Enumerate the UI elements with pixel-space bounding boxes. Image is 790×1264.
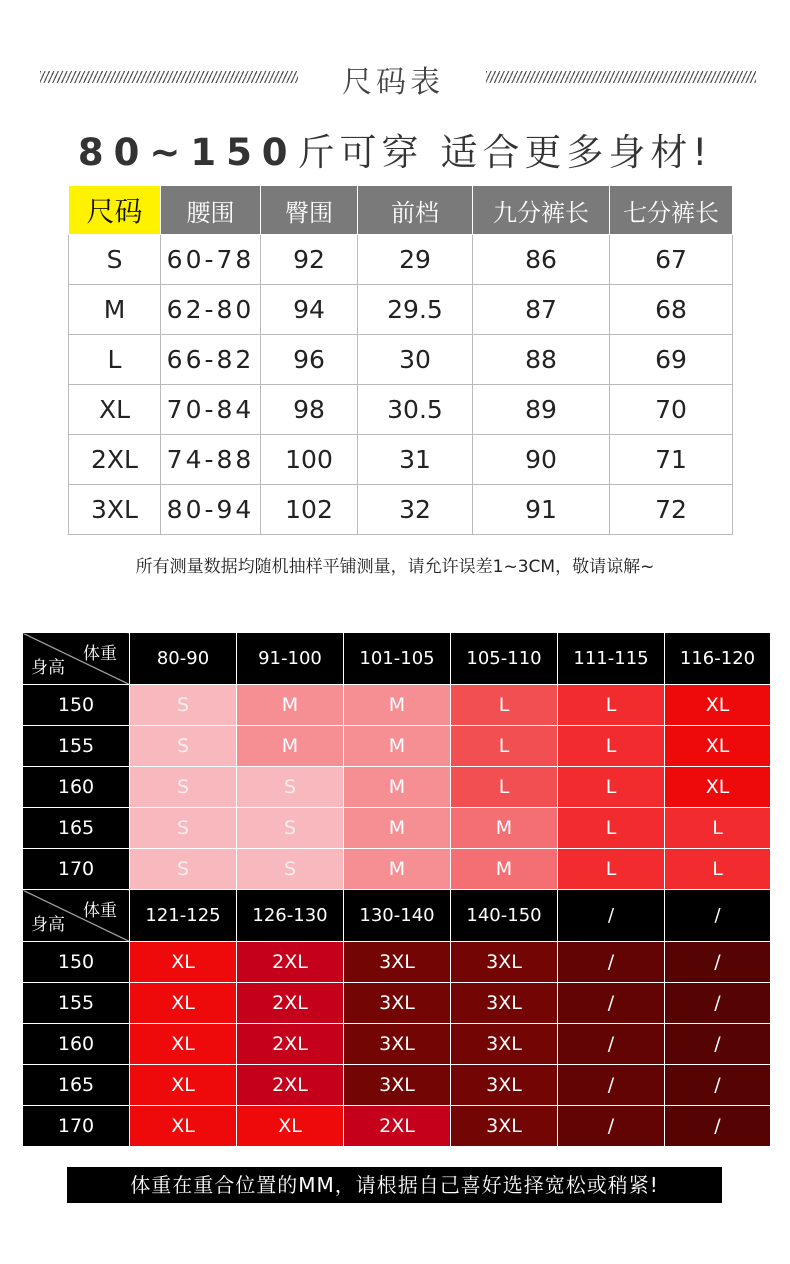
size-cell: XL: [130, 983, 237, 1024]
corner-height-label: 身高: [31, 915, 65, 935]
size-cell: S: [130, 685, 237, 726]
table-cell: 31: [358, 435, 473, 485]
size-cell: XL: [130, 1024, 237, 1065]
table-row: [23, 983, 771, 1024]
table-cell: 92: [261, 235, 358, 285]
table-row: [23, 685, 771, 726]
header-size: 尺码: [69, 186, 161, 235]
size-cell: M: [344, 849, 451, 890]
bottom-banner: 体重在重合位置的MM，请根据自己喜好选择宽松或稍紧!: [67, 1167, 722, 1203]
table-cell: 2XL: [69, 435, 161, 485]
table-cell: 32: [358, 485, 473, 535]
slogan: [0, 122, 790, 176]
corner-weight-label: 体重: [83, 644, 117, 664]
size-cell: L: [558, 726, 665, 767]
size-cell: 2XL: [237, 1024, 344, 1065]
weight-header: /: [558, 890, 665, 942]
table-cell: 72: [610, 485, 733, 535]
size-cell: /: [558, 983, 665, 1024]
height-label: 150: [23, 685, 130, 726]
header-rise: 前档: [358, 186, 473, 235]
table-cell: 86: [473, 235, 610, 285]
corner-cell: [23, 890, 130, 942]
size-cell: 3XL: [451, 1024, 558, 1065]
table-cell: 71: [610, 435, 733, 485]
size-cell: /: [665, 1065, 771, 1106]
table-cell: 74-88: [161, 435, 261, 485]
measurement-note: 所有测量数据均随机抽样平铺测量，请允许误差1~3CM，敬请谅解~: [135, 557, 655, 577]
size-cell: L: [558, 767, 665, 808]
size-cell: S: [130, 767, 237, 808]
size-cell: 3XL: [451, 942, 558, 983]
weight-header: 116-120: [665, 633, 771, 685]
page-title: 尺码表: [342, 65, 444, 100]
size-cell: XL: [665, 767, 771, 808]
weight-header: 80-90: [130, 633, 237, 685]
table-cell: 91: [473, 485, 610, 535]
table-cell: 29: [358, 235, 473, 285]
table-cell: 67: [610, 235, 733, 285]
size-table-header: [69, 186, 733, 235]
size-cell: /: [665, 983, 771, 1024]
table-cell: 94: [261, 285, 358, 335]
weight-header: 111-115: [558, 633, 665, 685]
table-cell: 96: [261, 335, 358, 385]
decorative-hatch-left: [40, 71, 298, 83]
table-row: [69, 385, 733, 435]
table-row: [23, 849, 771, 890]
weight-header: 101-105: [344, 633, 451, 685]
size-cell: S: [130, 849, 237, 890]
table-row: [23, 808, 771, 849]
table-row: [23, 1024, 771, 1065]
size-cell: L: [665, 808, 771, 849]
size-cell: XL: [130, 1106, 237, 1147]
header-waist: 腰围: [161, 186, 261, 235]
size-cell: 3XL: [451, 1106, 558, 1147]
size-cell: 3XL: [451, 983, 558, 1024]
table-cell: 70-84: [161, 385, 261, 435]
decorative-hatch-right: [486, 71, 756, 83]
weight-header: 130-140: [344, 890, 451, 942]
size-cell: S: [237, 767, 344, 808]
table-cell: 98: [261, 385, 358, 435]
size-cell: 3XL: [451, 1065, 558, 1106]
size-cell: L: [558, 808, 665, 849]
table-cell: 3XL: [69, 485, 161, 535]
header-hip: 臀围: [261, 186, 358, 235]
size-table: [68, 185, 733, 535]
size-cell: L: [451, 726, 558, 767]
table-cell: 66-82: [161, 335, 261, 385]
table-cell: 60-78: [161, 235, 261, 285]
size-cell: XL: [665, 726, 771, 767]
table-cell: XL: [69, 385, 161, 435]
corner-cell: [23, 633, 130, 685]
size-cell: M: [344, 767, 451, 808]
size-cell: 2XL: [237, 942, 344, 983]
size-cell: /: [665, 1106, 771, 1147]
table-cell: 29.5: [358, 285, 473, 335]
height-label: 165: [23, 1065, 130, 1106]
size-cell: M: [344, 685, 451, 726]
size-cell: 2XL: [344, 1106, 451, 1147]
header-seventh-length: 七分裤长: [610, 186, 733, 235]
size-cell: M: [344, 808, 451, 849]
height-label: 165: [23, 808, 130, 849]
height-label: 160: [23, 1024, 130, 1065]
size-cell: XL: [237, 1106, 344, 1147]
height-label: 170: [23, 849, 130, 890]
table-row: [69, 435, 733, 485]
size-cell: L: [451, 685, 558, 726]
weight-header: 121-125: [130, 890, 237, 942]
size-cell: S: [130, 726, 237, 767]
table-row: [23, 726, 771, 767]
size-cell: 3XL: [344, 942, 451, 983]
corner-weight-label: 体重: [83, 901, 117, 921]
table-cell: 100: [261, 435, 358, 485]
table-row: [69, 335, 733, 385]
table-row: [69, 485, 733, 535]
table-cell: M: [69, 285, 161, 335]
table-row: [23, 1106, 771, 1147]
size-cell: L: [558, 849, 665, 890]
weight-header: 140-150: [451, 890, 558, 942]
size-cell: /: [558, 1106, 665, 1147]
size-cell: M: [451, 849, 558, 890]
size-cell: 3XL: [344, 1024, 451, 1065]
table-cell: S: [69, 235, 161, 285]
weight-header-row: [23, 890, 771, 942]
height-label: 155: [23, 983, 130, 1024]
table-cell: 102: [261, 485, 358, 535]
table-cell: 70: [610, 385, 733, 435]
table-row: [69, 285, 733, 335]
size-cell: S: [237, 808, 344, 849]
table-cell: L: [69, 335, 161, 385]
title-row: [0, 55, 790, 99]
height-label: 170: [23, 1106, 130, 1147]
size-cell: XL: [665, 685, 771, 726]
size-cell: /: [665, 942, 771, 983]
size-cell: /: [558, 1024, 665, 1065]
table-cell: 89: [473, 385, 610, 435]
size-cell: XL: [130, 942, 237, 983]
size-cell: /: [665, 1024, 771, 1065]
size-cell: /: [558, 1065, 665, 1106]
weight-header: 105-110: [451, 633, 558, 685]
table-cell: 87: [473, 285, 610, 335]
height-label: 155: [23, 726, 130, 767]
size-cell: 3XL: [344, 983, 451, 1024]
weight-header: /: [665, 890, 771, 942]
table-cell: 30: [358, 335, 473, 385]
size-cell: L: [665, 849, 771, 890]
size-cell: L: [451, 767, 558, 808]
table-cell: 80-94: [161, 485, 261, 535]
size-cell: M: [237, 726, 344, 767]
header-ninth-length: 九分裤长: [473, 186, 610, 235]
size-cell: M: [451, 808, 558, 849]
size-cell: M: [237, 685, 344, 726]
table-cell: 69: [610, 335, 733, 385]
size-cell: 2XL: [237, 1065, 344, 1106]
table-row: [69, 235, 733, 285]
size-cell: /: [558, 942, 665, 983]
weight-header-row: [23, 633, 771, 685]
size-cell: L: [558, 685, 665, 726]
slogan-weight-range: 80~150: [77, 131, 298, 174]
height-label: 160: [23, 767, 130, 808]
table-row: [23, 767, 771, 808]
size-cell: 2XL: [237, 983, 344, 1024]
height-label: 150: [23, 942, 130, 983]
table-cell: 30.5: [358, 385, 473, 435]
table-row: [23, 1065, 771, 1106]
table-cell: 68: [610, 285, 733, 335]
size-cell: M: [344, 726, 451, 767]
size-cell: 3XL: [344, 1065, 451, 1106]
weight-header: 126-130: [237, 890, 344, 942]
table-row: [23, 942, 771, 983]
table-cell: 88: [473, 335, 610, 385]
table-cell: 62-80: [161, 285, 261, 335]
size-cell: S: [237, 849, 344, 890]
corner-height-label: 身高: [31, 658, 65, 678]
weight-header: 91-100: [237, 633, 344, 685]
size-cell: XL: [130, 1065, 237, 1106]
table-cell: 90: [473, 435, 610, 485]
slogan-text: 斤可穿 适合更多身材!: [297, 131, 713, 174]
size-cell: S: [130, 808, 237, 849]
height-weight-chart: [22, 632, 771, 1147]
